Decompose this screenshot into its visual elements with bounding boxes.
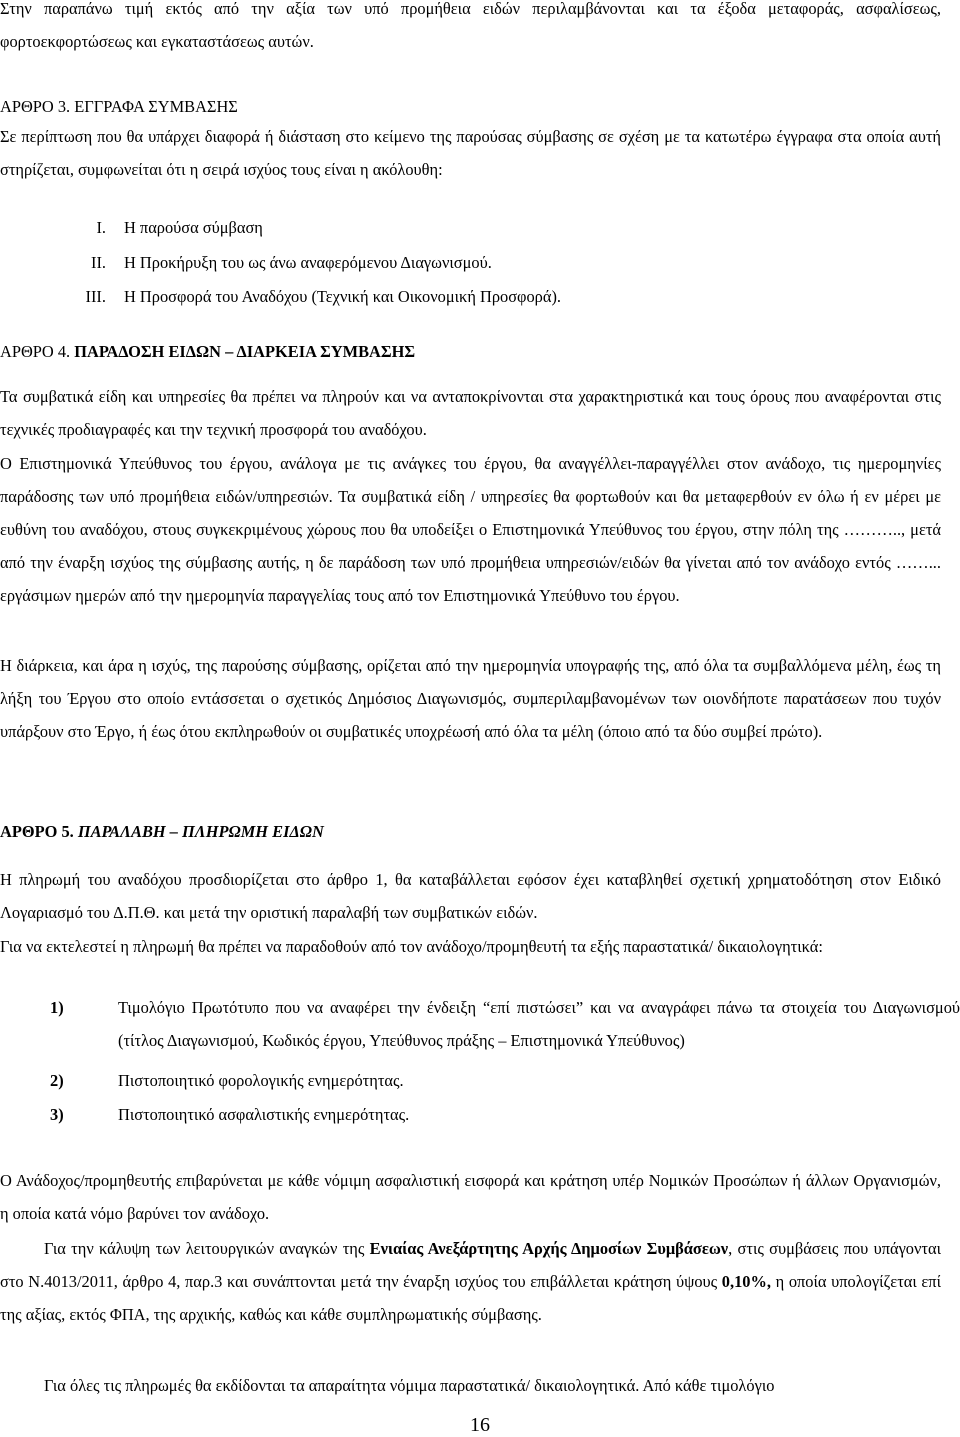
article-4-heading: [0, 341, 415, 363]
article-4-number: ΑΡΘΡΟ 4.: [0, 342, 71, 361]
article-5-paragraph-4: [0, 1232, 941, 1331]
list-item-text: Πιστοποιητικό φορολογικής ενημερότητας.: [118, 1071, 404, 1090]
list-item-number: 1): [50, 998, 64, 1017]
article-3-intro: Σε περίπτωση που θα υπάρχει διαφορά ή διάσταση στο κείμενο της παρούσας σύμβασης σε σχέση με τα κατωτέρω έγγραφα στα οποία αυτή στηρίζεται, συμφωνείται ότι η σειρά ισχύος τους είναι η ακόλουθη:: [0, 127, 941, 179]
page-number: 16: [470, 1414, 490, 1436]
list-item-text: Η παρούσα σύμβαση: [124, 218, 263, 237]
article-5-heading: [0, 821, 324, 843]
list-item-number: III.: [85, 287, 106, 306]
list-item-number: I.: [96, 218, 106, 237]
article-5-paragraph-2: Για να εκτελεστεί η πληρωμή θα πρέπει να παραδοθούν από τον ανάδοχο/προμηθευτή τα εξής παραστατικά/ δικαιολογητικά:: [0, 937, 823, 956]
list-item-number: II.: [90, 253, 106, 272]
article-5-paragraph-1: Η πληρωμή του αναδόχου προσδιορίζεται στο άρθρο 1, θα καταβάλλεται εφόσον έχει καταβληθεί σχετική χρηματοδότηση στον Ειδικό Λογαριασμό του Δ.Π.Θ. και μετά την οριστική παραλαβή των συμβατικών ειδών.: [0, 870, 941, 922]
authority-name: Ενιαίας Ανεξάρτητης Αρχής Δημοσίων Συμβάσεων: [369, 1239, 729, 1258]
paragraph-text: , στις συμβάσεις που υπάγονται στο Ν.4013/2011, άρθρο 4, παρ.3 και συνάπτονται μετά την έναρξη ισχύος του επιβάλλεται κράτηση ύψους: [0, 1239, 941, 1291]
list-item-text: Η Προσφορά του Αναδόχου (Τεχνική και Οικονομική Προσφορά).: [124, 287, 562, 306]
list-item-text: Η Προκήρυξη του ως άνω αναφερόμενου Διαγωνισμού.: [124, 253, 492, 272]
article-3-heading: ΑΡΘΡΟ 3. ΕΓΓΡΑΦΑ ΣΥΜΒΑΣΗΣ: [0, 97, 238, 116]
article-5-paragraph-3: Ο Ανάδοχος/προμηθευτής επιβαρύνεται με κάθε νόμιμη ασφαλιστική εισφορά και κράτηση υπέρ Νομικών Προσώπων ή άλλων Οργανισμών, η οποία κατά νόμο βαρύνει τον ανάδοχο.: [0, 1171, 941, 1223]
paragraph-text: Για την κάλυψη των λειτουργικών αναγκών της: [44, 1239, 370, 1258]
list-item-number: 2): [50, 1071, 64, 1090]
intro-paragraph: Στην παραπάνω τιμή εκτός από την αξία των υπό προμήθεια ειδών περιλαμβάνονται και τα έξοδα μεταφοράς, ασφαλίσεως, φορτοεκφορτώσεως και εγκαταστάσεως αυτών.: [0, 0, 941, 51]
deduction-percentage: 0,10%,: [721, 1272, 771, 1291]
list-item-text: Πιστοποιητικό ασφαλιστικής ενημερότητας.: [118, 1105, 410, 1124]
article-5-number: ΑΡΘΡΟ 5.: [0, 822, 74, 841]
list-item-text: Τιμολόγιο Πρωτότυπο που να αναφέρει την ένδειξη “επί πιστώσει” και να αναγράφει πάνω τα στοιχεία του Διαγωνισμού (τίτλος Διαγωνισμού, Κωδικός έργου, Υπεύθυνος πράξης – Επιστημονικά Υπεύθυνος): [118, 998, 960, 1050]
article-4-paragraph-3: Η διάρκεια, και άρα η ισχύς, της παρούσης σύμβασης, ορίζεται από την ημερομηνία υπογραφής της, από όλα τα συμβαλλόμενα μέλη, έως τη λήξη του Έργου στο οποίο εντάσσεται ο σχετικός Δημόσιος Διαγωνισμός, συμπεριλαμβανομένων των οιονδήποτε παρατάσεων που τυχόν υπάρξουν στο Έργο, ή έως ότου εκπληρωθούν οι συμβατικές υποχρέωσή από όλα τα μέλη (όποιο από τα δύο συμβεί πρώτο).: [0, 656, 941, 741]
list-item-number: 3): [50, 1105, 64, 1124]
article-4-title: ΠΑΡΑΔΟΣΗ ΕΙΔΩΝ – ΔΙΑΡΚΕΙΑ ΣΥΜΒΑΣΗΣ: [74, 342, 416, 361]
paragraph-text: η οποία υπολογίζεται επί της αξίας, εκτός ΦΠΑ, της αρχικής, καθώς και κάθε συμπληρωματικής σύμβασης.: [0, 1272, 941, 1324]
article-4-paragraph-1: Τα συμβατικά είδη και υπηρεσίες θα πρέπει να πληρούν και να ανταποκρίνονται στα χαρακτηριστικά και τους όρους που αναφέρονται στις τεχνικές προδιαγραφές και την τεχνική προσφορά του αναδόχου.: [0, 387, 941, 439]
article-5-title: ΠΑΡΑΛΑΒΗ – ΠΛΗΡΩΜΗ ΕΙΔΩΝ: [77, 822, 324, 841]
article-4-paragraph-2: Ο Επιστημονικά Υπεύθυνος του έργου, ανάλογα με τις ανάγκες του έργου, θα αναγγέλλει-παραγγέλλει στον ανάδοχο, τις ημερομηνίες παράδοσης των υπό προμήθεια ειδών/υπηρεσιών. Τα συμβατικά είδη / υπηρεσίες θα φορτωθούν και θα μεταφερθούν εν όλω ή εν μέρει με ευθύνη του αναδόχου, στους συγκεκριμένους χώρους που θα υποδείξει ο Επιστημονικά Υπεύθυνος του έργου, στην πόλη της ……….., μετά από την έναρξη ισχύος της σύμβασης αυτής, η δε παράδοση των υπό προμήθεια υπηρεσιών/ειδών θα γίνεται από τον ανάδοχο εντός ……... εργάσιμων ημερών από την ημερομηνία παραγγελίας τους από τον Επιστημονικά Υπεύθυνο του έργου.: [0, 454, 941, 605]
article-5-paragraph-5: Για όλες τις πληρωμές θα εκδίδονται τα απαραίτητα νόμιμα παραστατικά/ δικαιολογητικά. Από κάθε τιμολόγιο: [44, 1376, 775, 1395]
